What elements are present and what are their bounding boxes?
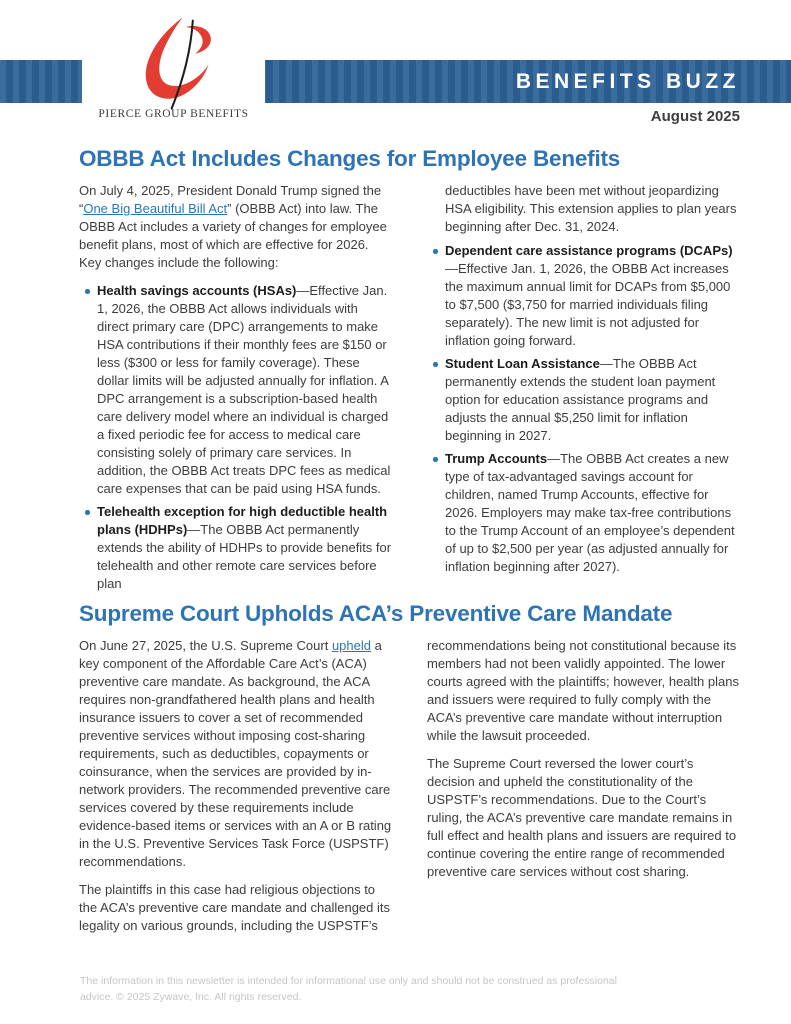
article1-bullet-list-right [427,242,741,576]
bullet-dcaps [427,242,741,350]
bullet-trump-accounts-body: —The OBBB Act creates a new type of tax-advantaged savings account for children, named Trump Accounts, effective for 2026. Employers may make tax-free contributions to the Trump Account of an employee’s dependent of up to $2,500 per year (as adjusted annually for inflation beginning after 2027). [445,451,735,574]
intro-text-before: On July 4, 2025, President Donald Trump signed the “ [79,183,382,216]
article2-paragraph-1 [79,637,393,871]
article2-title: Supreme Court Upholds ACA’s Preventive Care Mandate [79,601,673,626]
article2-p1-after: a key component of the Affordable Care Act’s (ACA) preventive care mandate. As background, the ACA requires non-grandfathered health plans and health insurance issuers to cover a set of recommended preventive services without imposing cost-sharing requirements, such as deductibles, copayments or coinsurance, when the services are provided by in-network providers. The recommended preventive care services covered by these requirements include evidence-based items or services with an A or B rating in the U.S. Preventive Services Task Force (USPSTF) recommendations. [79,638,392,869]
article-obbb-act [79,146,741,598]
upheld-link[interactable]: upheld [331,638,371,653]
issue-date: August 2025 [650,108,740,125]
pierce-group-logo [82,14,265,136]
bullet-trump-accounts [427,450,741,576]
bullet-student-loan [427,355,741,445]
bullet-hsa [79,282,393,498]
article2-paragraph-2: The plaintiffs in this case had religious objections to the ACA’s preventive care mandate and challenged its legality on various grounds, including the USPSTF’s [79,882,390,933]
article2-p1-before: On June 27, 2025, the U.S. Supreme Court [79,638,332,653]
article1-title: OBBB Act Includes Changes for Employee Benefits [79,146,621,171]
bullet-student-loan-lead: Student Loan Assistance [445,356,600,371]
article1-bullet-list-left [79,282,393,593]
logo-text: PIERCE GROUP BENEFITS [98,108,249,120]
pierce-group-logo-icon [130,16,218,110]
bullet-hsa-lead: Health savings accounts (HSAs) [97,283,297,298]
article1-intro-paragraph [79,182,393,272]
footer-disclaimer: The information in this newsletter is intended for informational use only and should not be construed as professional advice. © 2025 Zywave, Inc. All rights reserved. [80,975,617,1003]
bullet-hsa-body: —Effective Jan. 1, 2026, the OBBB Act allows individuals with direct primary care (DPC) arrangements to make HSA contributions if their monthly fees are $150 or less ($300 or less for family coverage). These dollar limits will be adjusted annually for inflation. A DPC arrangement is a subscription-based health care delivery model where an individual is charged a fixed periodic fee for access to medical care consisting solely of primary care services. In addition, the OBBB Act treats DPC fees as medical care expenses that can be paid using HSA funds. [97,283,391,496]
article-supreme-court [79,601,741,945]
bullet-telehealth-lead: Telehealth exception for high deductible health plans (HDHPs) [97,504,388,537]
newsletter-title: BENEFITS BUZZ [515,69,740,93]
article2-right-column [427,637,741,945]
bullet-telehealth-body: —The OBBB Act permanently extends the ability of HDHPs to provide benefits for telehealth and other remote care services before plan [97,522,392,591]
bullet-dcaps-lead: Dependent care assistance programs (DCAPs) [445,243,733,258]
article1-left-column [79,182,393,598]
article2-left-column [79,637,393,945]
article2-paragraph-3: recommendations being not constitutional because its members had not been validly appointed. The lower courts agreed with the plaintiffs; however, health plans and issuers were required to fully comply with the ACA’s preventive care mandate without interruption while the lawsuit proceeded. [427,638,739,743]
bullet-telehealth-continuation: deductibles have been met without jeopardizing HSA eligibility. This extension applies to plan years beginning after Dec. 31, 2024. [445,183,737,234]
one-big-beautiful-bill-act-link[interactable]: One Big Beautiful Bill Act [83,201,228,216]
bullet-dcaps-body: —Effective Jan. 1, 2026, the OBBB Act increases the maximum annual limit for DCAPs from $5,000 to $7,500 ($3,750 for married individuals filing separately). The new limit is not adjusted for inflation going forward. [445,261,731,348]
bullet-student-loan-body: —The OBBB Act permanently extends the student loan payment option for education assistance programs and adjusts the annual $5,250 limit for inflation beginning in 2027. [445,356,716,443]
bullet-telehealth [79,503,393,593]
bullet-trump-accounts-lead: Trump Accounts [445,451,548,466]
article1-right-column [427,182,741,598]
article2-paragraph-4: The Supreme Court reversed the lower court’s decision and upheld the constitutionality of the USPSTF’s recommendations. Due to the Court’s ruling, the ACA’s preventive care mandate remains in full effect and health plans and issuers are required to continue covering the entire range of recommended preventive care services without cost sharing. [427,756,737,879]
intro-text-after: ” (OBBB Act) into law. The OBBB Act includes a variety of changes for employee benefit plans, most of which are effective for 2026. Key changes include the following: [79,201,387,270]
